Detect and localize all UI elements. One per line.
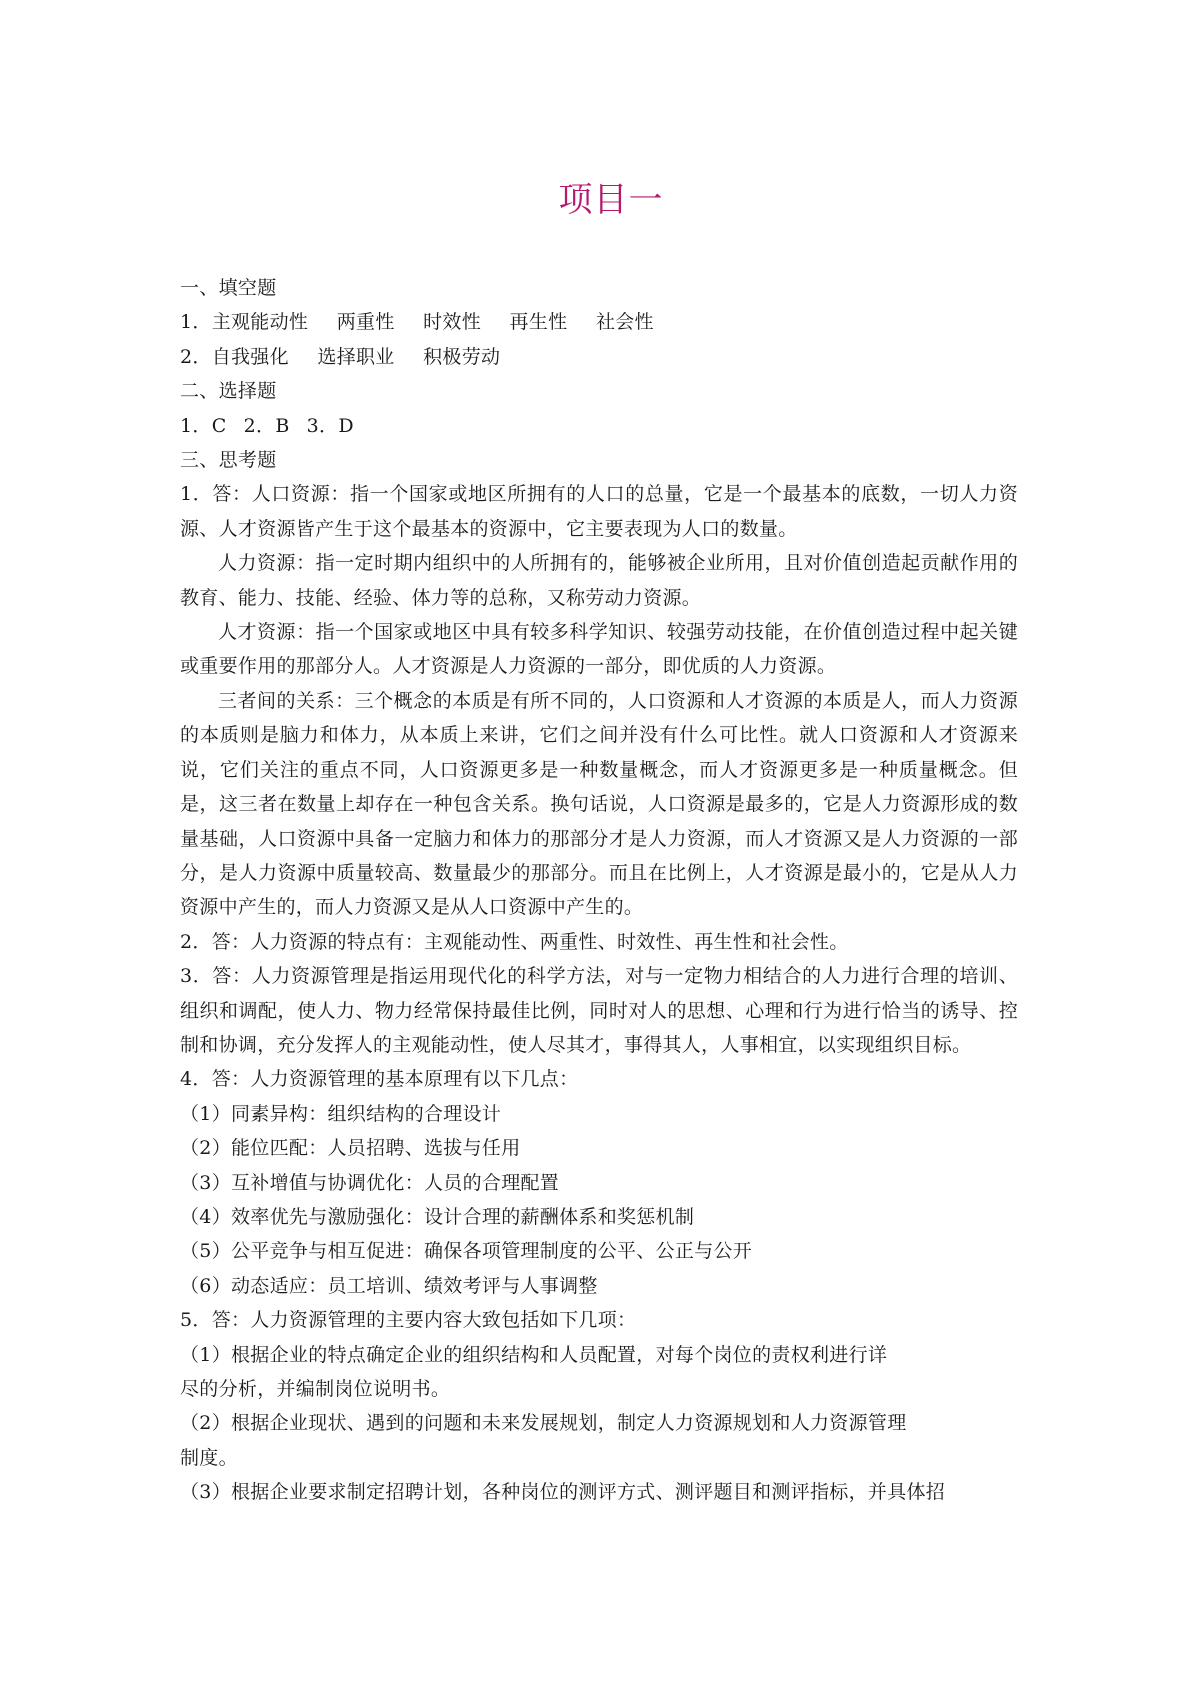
answer-item: 积极劳动 xyxy=(423,345,501,368)
answer-item: 两重性 xyxy=(336,311,395,334)
choice-answer: 1．C xyxy=(180,414,227,437)
multiple-choice-answers xyxy=(180,409,1018,443)
answer-item: 时效性 xyxy=(423,311,482,334)
answer-3: 3．答：人力资源管理是指运用现代化的科学方法，对与一定物力相结合的人力进行合理的培训、组织和调配，使人力、物力经常保持最佳比例，同时对人的思想、心理和行为进行恰当的诱导、控制和协调，充分发挥人的主观能动性，使人尽其才，事得其人，人事相宜，以实现组织目标。 xyxy=(180,965,1018,1056)
answer-item: 再生性 xyxy=(509,311,568,334)
answer-5-item-1-line-2: 尽的分析，并编制岗位说明书。 xyxy=(180,1378,451,1400)
page-title: 项目一 xyxy=(558,180,664,220)
answer-item: 选择职业 xyxy=(317,345,395,368)
answer-5-item-2-line-2: 制度。 xyxy=(180,1446,238,1469)
answer-number: 2． xyxy=(180,345,212,368)
document-body xyxy=(180,271,1018,1510)
answer-5-item-2-line-1: （2）根据企业现状、遇到的问题和未来发展规划，制定人力资源规划和人力资源管理 xyxy=(180,1412,907,1435)
fill-blank-answer-1 xyxy=(180,305,1018,339)
answer-item: 主观能动性 xyxy=(211,311,309,334)
answer-1-paragraph-2: 人力资源：指一定时期内组织中的人所拥有的，能够被企业所用，且对价值创造起贡献作用的教育、能力、技能、经验、体力等的总称，又称劳动力资源。 xyxy=(180,552,1018,609)
answer-4-item: （6）动态适应：员工培训、绩效考评与人事调整 xyxy=(180,1274,598,1297)
answer-4-item: （1）同素异构：组织结构的合理设计 xyxy=(180,1102,502,1125)
section-heading-fill-blank: 一、填空题 xyxy=(180,277,277,299)
section-heading-multiple-choice: 二、选择题 xyxy=(180,380,277,403)
answer-1-paragraph-3: 人才资源：指一个国家或地区中具有较多科学知识、较强劳动技能，在价值创造过程中起关键或重要作用的那部分人。人才资源是人力资源的一部分，即优质的人力资源。 xyxy=(180,621,1018,678)
answer-1-paragraph-4: 三者间的关系：三个概念的本质是有所不同的，人口资源和人才资源的本质是人，而人力资源的本质则是脑力和体力，从本质上来讲，它们之间并没有什么可比性。就人口资源和人才资源来说，它们关注的重点不同，人口资源更多是一种数量概念，而人才资源更多是一种质量概念。但是，这三者在数量上却存在一种包含关系。换句话说，人口资源是最多的，它是人力资源形成的数量基础，人口资源中具备一定脑力和体力的那部分才是人力资源，而人才资源又是人力资源的一部分，是人力资源中质量较高、数量最少的那部分。而且在比例上，人才资源是最小的，它是从人力资源中产生的，而人力资源又是从人口资源中产生的。 xyxy=(180,689,1018,919)
fill-blank-answer-2 xyxy=(180,340,1018,374)
answer-5-item-1-line-1: （1）根据企业的特点确定企业的组织结构和人员配置，对每个岗位的责权利进行详 xyxy=(180,1343,888,1366)
answer-5: 5．答：人力资源管理的主要内容大致包括如下几项： xyxy=(180,1309,637,1332)
answer-4: 4．答：人力资源管理的基本原理有以下几点： xyxy=(180,1068,579,1091)
answer-number: 1． xyxy=(180,311,212,334)
answer-item: 自我强化 xyxy=(211,345,289,368)
answer-4-item: （4）效率优先与激励强化：设计合理的薪酬体系和奖惩机制 xyxy=(180,1205,695,1228)
choice-answer: 2．B xyxy=(243,414,290,437)
answer-1-paragraph-1: 1．答：人口资源：指一个国家或地区所拥有的人口的总量，它是一个最基本的底数，一切人力资源、人才资源皆产生于这个最基本的资源中，它主要表现为人口的数量。 xyxy=(180,483,1018,540)
answer-4-item: （3）互补增值与协调优化：人员的合理配置 xyxy=(180,1171,560,1194)
answer-4-item: （5）公平竞争与相互促进：确保各项管理制度的公平、公正与公开 xyxy=(180,1240,753,1263)
answer-5-item-3-line-1: （3）根据企业要求制定招聘计划，各种岗位的测评方式、测评题目和测评指标，并具体招 xyxy=(180,1481,946,1504)
choice-answer: 3．D xyxy=(306,414,354,437)
answer-2: 2．答：人力资源的特点有：主观能动性、两重性、时效性、再生性和社会性。 xyxy=(180,930,849,953)
answer-item: 社会性 xyxy=(595,311,654,334)
section-heading-thinking: 三、思考题 xyxy=(180,449,277,472)
answer-4-item: （2）能位匹配：人员招聘、选拔与任用 xyxy=(180,1137,521,1160)
